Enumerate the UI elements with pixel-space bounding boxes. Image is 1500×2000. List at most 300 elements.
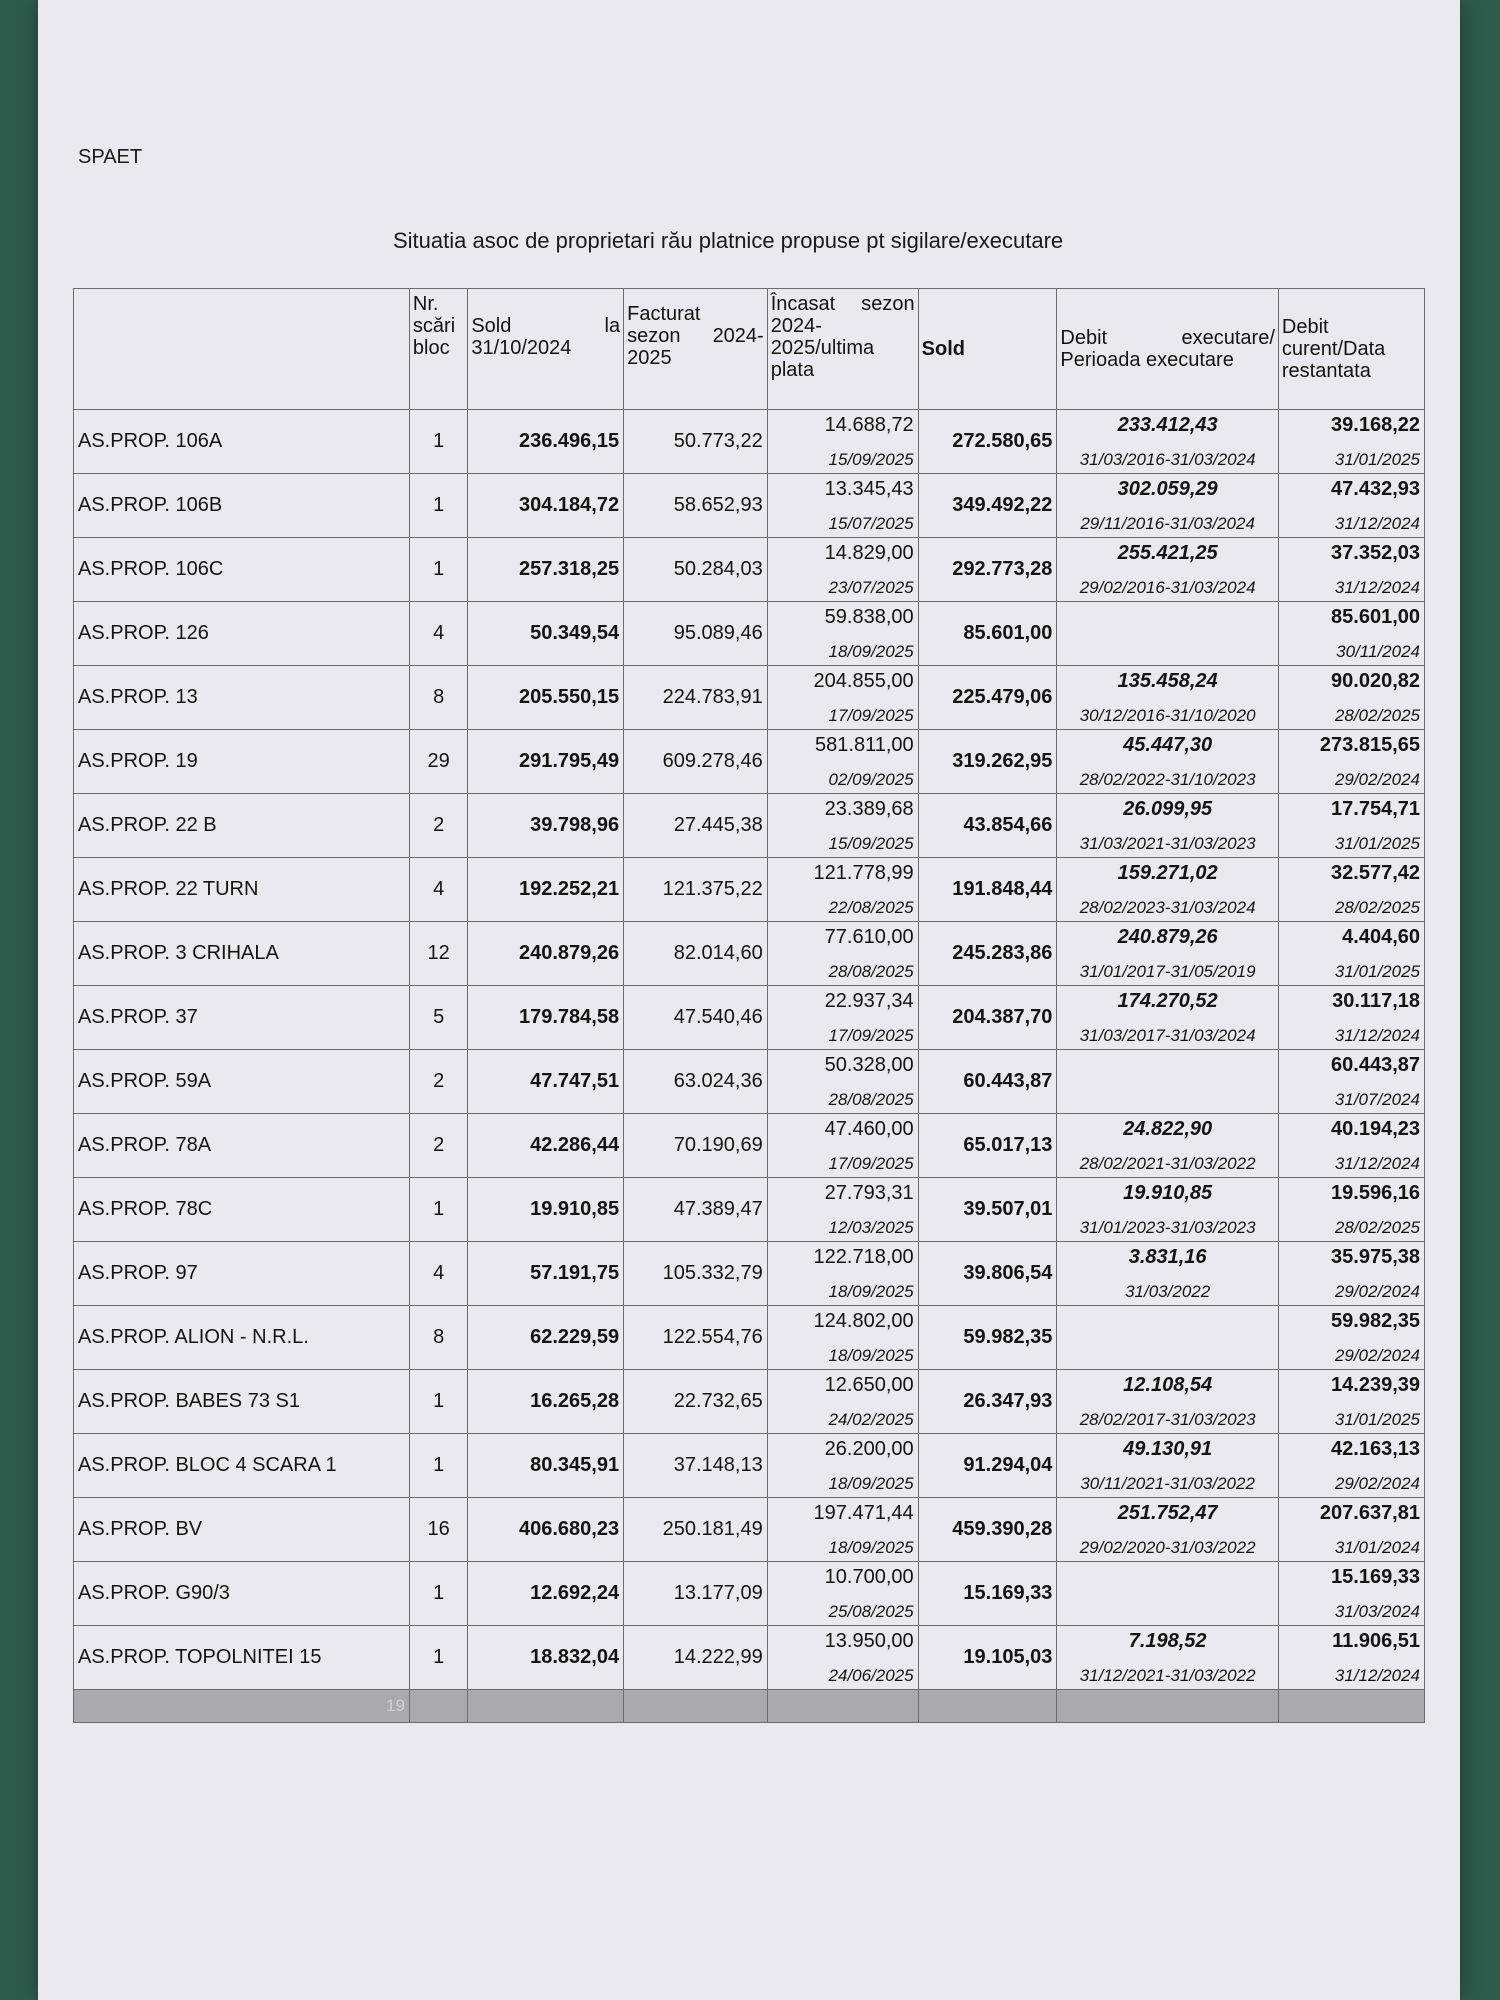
- cell-nr-scari: 8: [409, 1306, 467, 1370]
- cell-incasat: [767, 410, 918, 474]
- perioada-executare: 29/11/2016-31/03/2024: [1080, 513, 1255, 533]
- cell-incasat: [767, 1050, 918, 1114]
- cell-debit-executare: [1057, 730, 1279, 794]
- data-restanta: 31/12/2024: [1334, 1665, 1420, 1685]
- cell-debit-curent: [1278, 474, 1424, 538]
- cell-debit-executare: [1057, 538, 1279, 602]
- cell-incasat: [767, 538, 918, 602]
- incasat-date: 17/09/2025: [828, 1025, 914, 1045]
- cell-nr-scari: 4: [409, 858, 467, 922]
- debit-curent-value: 14.239,39: [1331, 1373, 1420, 1396]
- cell-debit-curent: [1278, 922, 1424, 986]
- cell-facturat: 13.177,09: [624, 1562, 768, 1626]
- incasat-value: 122.718,00: [813, 1245, 914, 1268]
- cell-association-name: AS.PROP. 13: [74, 666, 410, 730]
- cell-nr-scari: 29: [409, 730, 467, 794]
- cell-facturat: 27.445,38: [624, 794, 768, 858]
- cell-association-name: AS.PROP. 37: [74, 986, 410, 1050]
- debit-curent-value: 30.117,18: [1332, 989, 1420, 1012]
- cell-debit-curent: [1278, 1498, 1424, 1562]
- col-header-facturat: [624, 289, 768, 410]
- cell-sold-initial: 236.496,15: [468, 410, 624, 474]
- cell-nr-scari: 5: [409, 986, 467, 1050]
- cell-sold-initial: 406.680,23: [468, 1498, 624, 1562]
- cell-debit-executare: [1057, 410, 1279, 474]
- cell-facturat: 121.375,22: [624, 858, 768, 922]
- incasat-date: 15/09/2025: [828, 833, 914, 853]
- debit-curent-value: 4.404,60: [1342, 925, 1420, 948]
- cell-sold-initial: 62.229,59: [468, 1306, 624, 1370]
- incasat-value: 204.855,00: [813, 669, 914, 692]
- data-restanta: 31/12/2024: [1334, 1153, 1420, 1173]
- cell-incasat: [767, 922, 918, 986]
- debit-executare-value: 251.752,47: [1117, 1501, 1218, 1524]
- cell-debit-executare: [1057, 794, 1279, 858]
- cell-sold: 459.390,28: [918, 1498, 1057, 1562]
- cell-incasat: [767, 1370, 918, 1434]
- col-header-facturat-year-end: 2025: [627, 347, 672, 369]
- col-header-la-word: la: [604, 315, 621, 337]
- cell-incasat: [767, 1626, 918, 1690]
- table-row: [74, 1562, 1425, 1626]
- data-restanta: 31/01/2025: [1334, 961, 1420, 981]
- incasat-date: 28/08/2025: [828, 1089, 914, 1109]
- incasat-value: 77.610,00: [824, 925, 914, 948]
- cell-debit-executare: [1057, 1562, 1279, 1626]
- incasat-value: 581.811,00: [815, 733, 914, 756]
- col-header-sold-word: Sold: [471, 315, 512, 337]
- incasat-value: 47.460,00: [824, 1117, 914, 1140]
- cell-sold-initial: 12.692,24: [468, 1562, 624, 1626]
- cell-facturat: 22.732,65: [624, 1370, 768, 1434]
- perioada-executare: 31/03/2017-31/03/2024: [1079, 1025, 1256, 1045]
- cell-debit-curent: [1278, 1562, 1424, 1626]
- incasat-date: 02/09/2025: [828, 769, 914, 789]
- cell-nr-scari: 1: [409, 1178, 467, 1242]
- debit-executare-value: 26.099,95: [1123, 797, 1213, 820]
- incasat-date: 15/09/2025: [828, 449, 914, 469]
- debit-curent-value: 90.020,82: [1331, 669, 1420, 692]
- debit-curent-value: 32.577,42: [1331, 861, 1420, 884]
- cell-association-name: AS.PROP. G90/3: [74, 1562, 410, 1626]
- cell-incasat: [767, 1178, 918, 1242]
- debit-curent-value: 42.163,13: [1331, 1437, 1420, 1460]
- cell-sold-initial: 80.345,91: [468, 1434, 624, 1498]
- incasat-value: 14.829,00: [824, 541, 914, 564]
- data-restanta: 31/01/2025: [1334, 833, 1420, 853]
- debit-executare-value: 7.198,52: [1128, 1629, 1207, 1652]
- cell-sold: 272.580,65: [918, 410, 1057, 474]
- debit-curent-value: 11.906,51: [1332, 1629, 1420, 1652]
- incasat-value: 13.345,43: [824, 477, 914, 500]
- cell-debit-curent: [1278, 602, 1424, 666]
- incasat-date: 18/09/2025: [828, 1345, 914, 1365]
- incasat-value: 26.200,00: [824, 1437, 914, 1460]
- debit-executare-value: 24.822,90: [1123, 1117, 1213, 1140]
- cell-debit-curent: [1278, 1242, 1424, 1306]
- data-restanta: 31/07/2024: [1334, 1089, 1420, 1109]
- cell-association-name: AS.PROP. TOPOLNITEI 15: [74, 1626, 410, 1690]
- cell-sold-initial: 39.798,96: [468, 794, 624, 858]
- data-restanta: 28/02/2025: [1334, 897, 1420, 917]
- cell-incasat: [767, 1434, 918, 1498]
- cell-debit-executare: [1057, 602, 1279, 666]
- cell-sold-initial: 179.784,58: [468, 986, 624, 1050]
- table-header-row: [74, 289, 1425, 410]
- col-header-facturat-word: Facturat: [627, 303, 701, 325]
- table-row: [74, 1114, 1425, 1178]
- cell-debit-curent: [1278, 538, 1424, 602]
- cell-facturat: 122.554,76: [624, 1306, 768, 1370]
- debit-curent-value: 60.443,87: [1331, 1053, 1420, 1076]
- document-title: Situatia asoc de proprietari rău platnice propuse pt sigilare/executare: [393, 228, 1064, 253]
- table-row: [74, 474, 1425, 538]
- cell-sold: 39.806,54: [918, 1242, 1057, 1306]
- cell-association-name: AS.PROP. 97: [74, 1242, 410, 1306]
- cell-sold: 191.848,44: [918, 858, 1057, 922]
- col-header-perioada: Perioada executare: [1060, 349, 1234, 371]
- cell-incasat: [767, 1306, 918, 1370]
- cell-facturat: 250.181,49: [624, 1498, 768, 1562]
- cell-sold: 292.773,28: [918, 538, 1057, 602]
- debit-curent-value: 17.754,71: [1331, 797, 1420, 820]
- cell-debit-executare: [1057, 986, 1279, 1050]
- incasat-value: 10.700,00: [824, 1565, 914, 1588]
- cell-incasat: [767, 1114, 918, 1178]
- cell-debit-executare: [1057, 474, 1279, 538]
- cell-nr-scari: 1: [409, 1626, 467, 1690]
- table-row: [74, 1178, 1425, 1242]
- table-row: [74, 1050, 1425, 1114]
- debit-executare-value: 3.831,16: [1128, 1245, 1207, 1268]
- cell-debit-executare: [1057, 1434, 1279, 1498]
- cell-debit-executare: [1057, 922, 1279, 986]
- debit-curent-value: 40.194,23: [1331, 1117, 1420, 1140]
- cell-sold-initial: 19.910,85: [468, 1178, 624, 1242]
- cell-nr-scari: 2: [409, 1050, 467, 1114]
- footer-cell: [1057, 1690, 1279, 1723]
- debit-curent-value: 85.601,00: [1331, 605, 1420, 628]
- cell-sold-initial: 192.252,21: [468, 858, 624, 922]
- cell-debit-executare: [1057, 1050, 1279, 1114]
- cell-debit-curent: [1278, 1370, 1424, 1434]
- cell-association-name: AS.PROP. 106C: [74, 538, 410, 602]
- cell-nr-scari: 1: [409, 1562, 467, 1626]
- cell-incasat: [767, 1242, 918, 1306]
- data-restanta: 29/02/2024: [1334, 1281, 1420, 1301]
- cell-sold-initial: 240.879,26: [468, 922, 624, 986]
- col-header-incasat-sezon: sezon: [861, 293, 915, 315]
- incasat-value: 124.802,00: [813, 1309, 914, 1332]
- table-row: [74, 922, 1425, 986]
- table-row: [74, 1370, 1425, 1434]
- incasat-value: 50.328,00: [824, 1053, 914, 1076]
- perioada-executare: 31/03/2022: [1125, 1281, 1211, 1301]
- cell-facturat: 37.148,13: [624, 1434, 768, 1498]
- footer-cell: [409, 1690, 467, 1723]
- cell-incasat: [767, 986, 918, 1050]
- cell-sold-initial: 257.318,25: [468, 538, 624, 602]
- perioada-executare: 28/02/2023-31/03/2024: [1079, 897, 1256, 917]
- incasat-value: 27.793,31: [824, 1181, 914, 1204]
- cell-facturat: 47.389,47: [624, 1178, 768, 1242]
- cell-facturat: 105.332,79: [624, 1242, 768, 1306]
- perioada-executare: 28/02/2017-31/03/2023: [1079, 1409, 1256, 1429]
- data-restanta: 31/12/2024: [1334, 1025, 1420, 1045]
- incasat-value: 23.389,68: [824, 797, 914, 820]
- cell-debit-curent: [1278, 1306, 1424, 1370]
- table-row: [74, 1626, 1425, 1690]
- cell-debit-curent: [1278, 1050, 1424, 1114]
- cell-facturat: 14.222,99: [624, 1626, 768, 1690]
- col-header-debit-executare: [1057, 289, 1279, 410]
- cell-sold-initial: 50.349,54: [468, 602, 624, 666]
- cell-sold: 59.982,35: [918, 1306, 1057, 1370]
- cell-nr-scari: 1: [409, 410, 467, 474]
- perioada-executare: 30/12/2016-31/10/2020: [1079, 705, 1256, 725]
- incasat-value: 197.471,44: [813, 1501, 914, 1524]
- cell-debit-curent: [1278, 1178, 1424, 1242]
- col-header-incasat: [767, 289, 918, 410]
- paper-sheet: [38, 0, 1460, 2000]
- debit-executare-value: 302.059,29: [1117, 477, 1218, 500]
- incasat-date: 22/08/2025: [828, 897, 914, 917]
- cell-association-name: AS.PROP. 3 CRIHALA: [74, 922, 410, 986]
- cell-incasat: [767, 1498, 918, 1562]
- organization-label: SPAET: [78, 146, 143, 168]
- perioada-executare: 31/01/2023-31/03/2023: [1079, 1217, 1256, 1237]
- incasat-date: 12/03/2025: [828, 1217, 914, 1237]
- cell-sold: 15.169,33: [918, 1562, 1057, 1626]
- table-row: [74, 794, 1425, 858]
- footer-cell: [1278, 1690, 1424, 1723]
- perioada-executare: 29/02/2016-31/03/2024: [1079, 577, 1256, 597]
- data-restanta: 31/12/2024: [1334, 513, 1420, 533]
- cell-debit-executare: [1057, 1370, 1279, 1434]
- perioada-executare: 28/02/2022-31/10/2023: [1079, 769, 1256, 789]
- table-row: [74, 986, 1425, 1050]
- cell-debit-curent: [1278, 1114, 1424, 1178]
- debit-executare-value: 159.271,02: [1117, 861, 1218, 884]
- debit-executare-value: 49.130,91: [1123, 1437, 1213, 1460]
- perioada-executare: 30/11/2021-31/03/2022: [1080, 1473, 1255, 1493]
- table-row: [74, 1434, 1425, 1498]
- cell-facturat: 224.783,91: [624, 666, 768, 730]
- debit-curent-value: 19.596,16: [1331, 1181, 1420, 1204]
- cell-sold: 349.492,22: [918, 474, 1057, 538]
- cell-incasat: [767, 602, 918, 666]
- cell-debit-curent: [1278, 410, 1424, 474]
- cell-facturat: 50.773,22: [624, 410, 768, 474]
- data-restanta: 31/12/2024: [1334, 577, 1420, 597]
- debit-curent-value: 207.637,81: [1319, 1501, 1420, 1524]
- col-header-sezon-word: sezon: [627, 325, 681, 347]
- debit-executare-value: 12.108,54: [1123, 1373, 1213, 1396]
- incasat-value: 121.778,99: [813, 861, 914, 884]
- data-restanta: 31/03/2024: [1334, 1601, 1420, 1621]
- cell-debit-curent: [1278, 794, 1424, 858]
- cell-facturat: 609.278,46: [624, 730, 768, 794]
- data-restanta: 29/02/2024: [1334, 1473, 1420, 1493]
- cell-incasat: [767, 666, 918, 730]
- debit-curent-value: 37.352,03: [1331, 541, 1420, 564]
- cell-incasat: [767, 794, 918, 858]
- col-header-executare-word: executare/: [1181, 327, 1275, 349]
- cell-incasat: [767, 858, 918, 922]
- cell-association-name: AS.PROP. 126: [74, 602, 410, 666]
- col-header-sold: Sold: [918, 289, 1057, 410]
- data-restanta: 31/01/2024: [1334, 1537, 1420, 1557]
- cell-association-name: AS.PROP. 78A: [74, 1114, 410, 1178]
- cell-debit-curent: [1278, 986, 1424, 1050]
- cell-association-name: AS.PROP. 106A: [74, 410, 410, 474]
- footer-cell: [624, 1690, 768, 1723]
- cell-association-name: AS.PROP. 22 B: [74, 794, 410, 858]
- cell-facturat: 58.652,93: [624, 474, 768, 538]
- cell-sold: 91.294,04: [918, 1434, 1057, 1498]
- data-restanta: 28/02/2025: [1334, 1217, 1420, 1237]
- incasat-date: 18/09/2025: [828, 641, 914, 661]
- cell-association-name: AS.PROP. BV: [74, 1498, 410, 1562]
- cell-sold: 19.105,03: [918, 1626, 1057, 1690]
- cell-sold-initial: 47.747,51: [468, 1050, 624, 1114]
- cell-facturat: 47.540,46: [624, 986, 768, 1050]
- cell-facturat: 63.024,36: [624, 1050, 768, 1114]
- incasat-date: 23/07/2025: [828, 577, 914, 597]
- data-restanta: 29/02/2024: [1334, 1345, 1420, 1365]
- data-restanta: 30/11/2024: [1336, 641, 1420, 661]
- debit-executare-value: 174.270,52: [1117, 989, 1218, 1012]
- debit-curent-value: 47.432,93: [1331, 477, 1420, 500]
- debtors-table: [73, 288, 1425, 1723]
- perioada-executare: 31/03/2016-31/03/2024: [1079, 449, 1256, 469]
- table-footer-row: [74, 1690, 1425, 1723]
- col-header-sold-date: 31/10/2024: [471, 337, 572, 359]
- table-row: [74, 666, 1425, 730]
- col-header-incasat-rest: 2024-2025/ultima plata: [770, 315, 875, 381]
- debit-executare-value: 255.421,25: [1117, 541, 1218, 564]
- cell-nr-scari: 16: [409, 1498, 467, 1562]
- table-row: [74, 1242, 1425, 1306]
- cell-debit-executare: [1057, 1626, 1279, 1690]
- cell-sold: 39.507,01: [918, 1178, 1057, 1242]
- col-header-sold-initial: [468, 289, 624, 410]
- incasat-value: 13.950,00: [824, 1629, 914, 1652]
- cell-sold-initial: 18.832,04: [468, 1626, 624, 1690]
- cell-association-name: AS.PROP. 106B: [74, 474, 410, 538]
- incasat-value: 22.937,34: [824, 989, 914, 1012]
- cell-sold-initial: 304.184,72: [468, 474, 624, 538]
- incasat-value: 14.688,72: [824, 413, 914, 436]
- cell-nr-scari: 2: [409, 794, 467, 858]
- cell-sold: 60.443,87: [918, 1050, 1057, 1114]
- incasat-value: 12.650,00: [824, 1373, 914, 1396]
- cell-nr-scari: 8: [409, 666, 467, 730]
- cell-sold: 225.479,06: [918, 666, 1057, 730]
- data-restanta: 28/02/2025: [1334, 705, 1420, 725]
- table-row: [74, 410, 1425, 474]
- incasat-date: 18/09/2025: [828, 1281, 914, 1301]
- cell-nr-scari: 1: [409, 1434, 467, 1498]
- cell-nr-scari: 4: [409, 602, 467, 666]
- debit-executare-value: 233.412,43: [1117, 413, 1218, 436]
- cell-debit-curent: [1278, 666, 1424, 730]
- table-row: [74, 538, 1425, 602]
- cell-debit-curent: [1278, 730, 1424, 794]
- col-header-facturat-year: 2024-: [712, 325, 764, 347]
- debit-executare-value: 45.447,30: [1123, 733, 1213, 756]
- cell-debit-executare: [1057, 1242, 1279, 1306]
- cell-debit-executare: [1057, 1306, 1279, 1370]
- cell-debit-executare: [1057, 666, 1279, 730]
- cell-sold: 65.017,13: [918, 1114, 1057, 1178]
- cell-nr-scari: 12: [409, 922, 467, 986]
- col-header-debit-word: Debit: [1060, 327, 1108, 349]
- col-header-incasat-word: Încasat: [770, 293, 836, 315]
- cell-debit-executare: [1057, 1114, 1279, 1178]
- perioada-executare: 29/02/2020-31/03/2022: [1079, 1537, 1256, 1557]
- cell-sold: 26.347,93: [918, 1370, 1057, 1434]
- debit-curent-value: 15.169,33: [1331, 1565, 1420, 1588]
- table-row: [74, 1306, 1425, 1370]
- incasat-value: 59.838,00: [824, 605, 914, 628]
- debit-executare-value: 19.910,85: [1123, 1181, 1213, 1204]
- cell-association-name: AS.PROP. ALION - N.R.L.: [74, 1306, 410, 1370]
- cell-association-name: AS.PROP. BABES 73 S1: [74, 1370, 410, 1434]
- cell-incasat: [767, 474, 918, 538]
- row-count: 19: [74, 1690, 410, 1723]
- cell-debit-curent: [1278, 858, 1424, 922]
- perioada-executare: 31/03/2021-31/03/2023: [1079, 833, 1256, 853]
- cell-sold: 85.601,00: [918, 602, 1057, 666]
- cell-debit-executare: [1057, 1178, 1279, 1242]
- cell-nr-scari: 1: [409, 538, 467, 602]
- cell-association-name: AS.PROP. 19: [74, 730, 410, 794]
- debit-curent-value: 35.975,38: [1331, 1245, 1420, 1268]
- cell-facturat: 82.014,60: [624, 922, 768, 986]
- cell-association-name: AS.PROP. BLOC 4 SCARA 1: [74, 1434, 410, 1498]
- cell-sold-initial: 57.191,75: [468, 1242, 624, 1306]
- cell-sold: 319.262,95: [918, 730, 1057, 794]
- footer-cell: [767, 1690, 918, 1723]
- cell-sold-initial: 205.550,15: [468, 666, 624, 730]
- perioada-executare: 31/12/2021-31/03/2022: [1079, 1665, 1256, 1685]
- data-restanta: 31/01/2025: [1334, 1409, 1420, 1429]
- cell-facturat: 50.284,03: [624, 538, 768, 602]
- cell-sold-initial: 291.795,49: [468, 730, 624, 794]
- incasat-date: 17/09/2025: [828, 1153, 914, 1173]
- cell-incasat: [767, 1562, 918, 1626]
- perioada-executare: 28/02/2021-31/03/2022: [1079, 1153, 1256, 1173]
- cell-facturat: 95.089,46: [624, 602, 768, 666]
- cell-debit-curent: [1278, 1434, 1424, 1498]
- incasat-date: 18/09/2025: [828, 1537, 914, 1557]
- cell-facturat: 70.190,69: [624, 1114, 768, 1178]
- cell-debit-curent: [1278, 1626, 1424, 1690]
- footer-cell: [918, 1690, 1057, 1723]
- col-header-scari: Nr. scări bloc: [409, 289, 467, 410]
- debit-curent-value: 273.815,65: [1319, 733, 1420, 756]
- cell-sold: 204.387,70: [918, 986, 1057, 1050]
- table-row: [74, 1498, 1425, 1562]
- incasat-date: 18/09/2025: [828, 1473, 914, 1493]
- data-restanta: 29/02/2024: [1334, 769, 1420, 789]
- incasat-date: 24/02/2025: [828, 1409, 914, 1429]
- table-row: [74, 730, 1425, 794]
- cell-debit-executare: [1057, 1498, 1279, 1562]
- table-row: [74, 602, 1425, 666]
- cell-association-name: AS.PROP. 59A: [74, 1050, 410, 1114]
